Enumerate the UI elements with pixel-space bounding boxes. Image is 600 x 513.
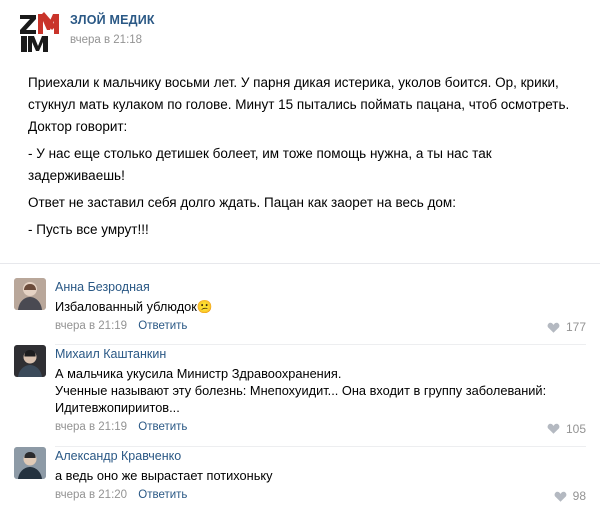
comment-author[interactable]: Александр Кравченко <box>55 448 182 463</box>
group-name[interactable]: ЗЛОЙ МЕДИК <box>70 13 155 27</box>
comment-line: Ученные называют эту болезнь: Мнепохуидит... Она входит в группу заболеваний: <box>55 383 547 399</box>
post-timestamp: вчера в 21:18 <box>70 33 143 46</box>
post-text <box>14 72 586 241</box>
post-paragraph: Ответ не заставил себя долго ждать. Пацан как заорет на весь дом: <box>28 195 456 210</box>
heart-icon[interactable] <box>547 321 560 334</box>
list-item <box>14 278 586 344</box>
heart-icon[interactable] <box>554 490 567 503</box>
comment-meta <box>55 420 586 436</box>
comment-line: а ведь оно же вырастает потихоньку <box>55 467 273 483</box>
like-counter[interactable] <box>547 320 586 334</box>
like-counter[interactable] <box>547 422 586 436</box>
like-count: 177 <box>565 320 586 335</box>
avatar[interactable] <box>14 447 46 479</box>
post-paragraph: - Пусть все умрут!!! <box>28 222 149 237</box>
zm-monogram-logo-icon[interactable] <box>14 10 60 56</box>
comments-list <box>0 264 600 513</box>
like-count: 98 <box>572 489 586 504</box>
reply-button[interactable]: Ответить <box>138 421 188 434</box>
comment-timestamp: вчера в 21:20 <box>55 488 128 501</box>
post-header <box>14 10 586 56</box>
comment-line: Избалованный ублюдок😕 <box>55 298 213 314</box>
list-item <box>14 447 586 513</box>
comment-meta <box>55 488 586 504</box>
comment-body <box>55 278 586 334</box>
like-counter[interactable] <box>554 489 586 503</box>
avatar[interactable] <box>14 345 46 377</box>
comment-text <box>55 467 586 484</box>
reply-button[interactable]: Ответить <box>138 488 188 501</box>
reply-button[interactable]: Ответить <box>138 319 188 332</box>
comment-body <box>55 345 586 435</box>
comment-text <box>55 365 586 416</box>
comment-author[interactable]: Михаил Каштанкин <box>55 347 167 362</box>
post-paragraph: Приехали к мальчику восьми лет. У парня дикая истерика, уколов боится. Ор, крики, стукнул мать кулаком по голове. Минут 15 пытались поймать пацана, чтоб осмотреть. Доктор говорит: <box>28 75 570 134</box>
comment-author[interactable]: Анна Безродная <box>55 280 150 294</box>
post-header-text <box>70 10 155 47</box>
comment-meta <box>55 319 586 335</box>
comment-timestamp: вчера в 21:19 <box>55 319 128 332</box>
comment-timestamp: вчера в 21:19 <box>55 421 128 434</box>
comment-text <box>55 298 586 315</box>
comment-line: Идитевжопириитов... <box>55 400 180 416</box>
post <box>0 0 600 241</box>
comment-body <box>55 447 586 503</box>
like-count: 105 <box>565 421 586 436</box>
post-paragraph: - У нас еще столько детишек болеет, им тоже помощь нужна, а ты нас так задерживаешь! <box>28 146 492 183</box>
list-item <box>14 345 586 445</box>
avatar[interactable] <box>14 278 46 310</box>
heart-icon[interactable] <box>547 422 560 435</box>
comment-line: А мальчика укусила Министр Здравоохранения. <box>55 366 342 382</box>
